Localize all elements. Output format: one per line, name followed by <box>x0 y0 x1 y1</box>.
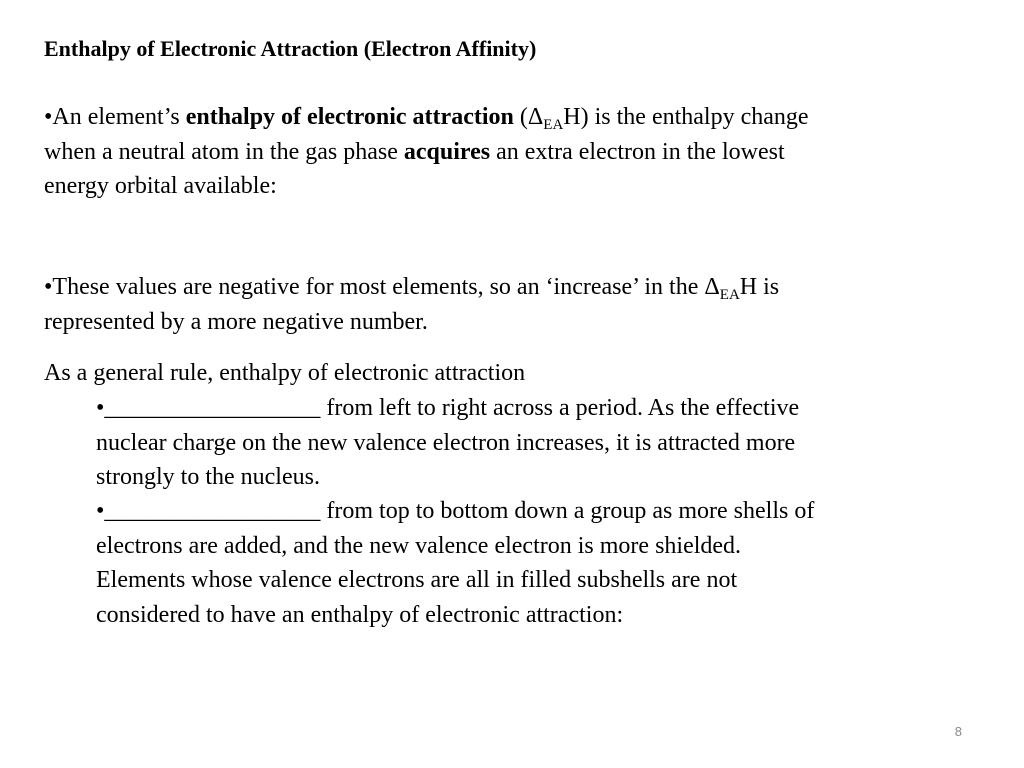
negative-values-paragraph <box>44 270 974 339</box>
group-trend-bullet <box>96 494 976 563</box>
group-trend-line-2: electrons are added, and the new valence electron is more shielded. <box>96 532 742 559</box>
negative-values-line-1 <box>44 270 974 305</box>
group-trend-line-1: •__________________ from top to bottom down a group as more shells of <box>96 498 815 524</box>
text-run: •An element’s <box>44 104 186 130</box>
text-run: an extra electron in the lowest <box>490 138 785 165</box>
negative-values-line-2: represented by a more negative number. <box>44 308 428 335</box>
text-run: •These values are negative for most elements, so an ‘increase’ in the Δ <box>44 274 720 300</box>
text-run: when a neutral atom in the gas phase <box>44 138 404 165</box>
definition-line-1 <box>44 100 974 135</box>
period-trend-line-2: nuclear charge on the new valence electron increases, it is attracted more <box>96 429 796 456</box>
text-run: H is <box>739 274 780 300</box>
period-trend-bullet <box>96 391 976 495</box>
note-line-2: considered to have an enthalpy of electronic attraction: <box>96 601 624 628</box>
definition-line-3: energy orbital available: <box>44 173 277 199</box>
slide-title: Enthalpy of Electronic Attraction (Electron Affinity) <box>44 36 537 61</box>
page-number: 8 <box>954 724 962 739</box>
general-rule-heading: As a general rule, enthalpy of electronic attraction <box>44 360 526 386</box>
period-trend-line-1: •__________________ from left to right across a period. As the effective <box>96 395 800 421</box>
text-run: (Δ <box>513 104 544 130</box>
definition-line-2 <box>44 135 974 170</box>
text-run: H) is the enthalpy change <box>563 104 809 130</box>
bold-term: acquires <box>403 138 491 165</box>
definition-paragraph <box>44 100 974 204</box>
filled-subshell-note <box>96 563 976 632</box>
subscript-ea: EA <box>719 287 740 303</box>
note-line-1: Elements whose valence electrons are all in filled subshells are not <box>96 567 738 593</box>
period-trend-line-3: strongly to the nucleus. <box>96 464 320 490</box>
bold-term: enthalpy of electronic attraction <box>185 104 514 130</box>
subscript-ea: EA <box>543 117 564 133</box>
